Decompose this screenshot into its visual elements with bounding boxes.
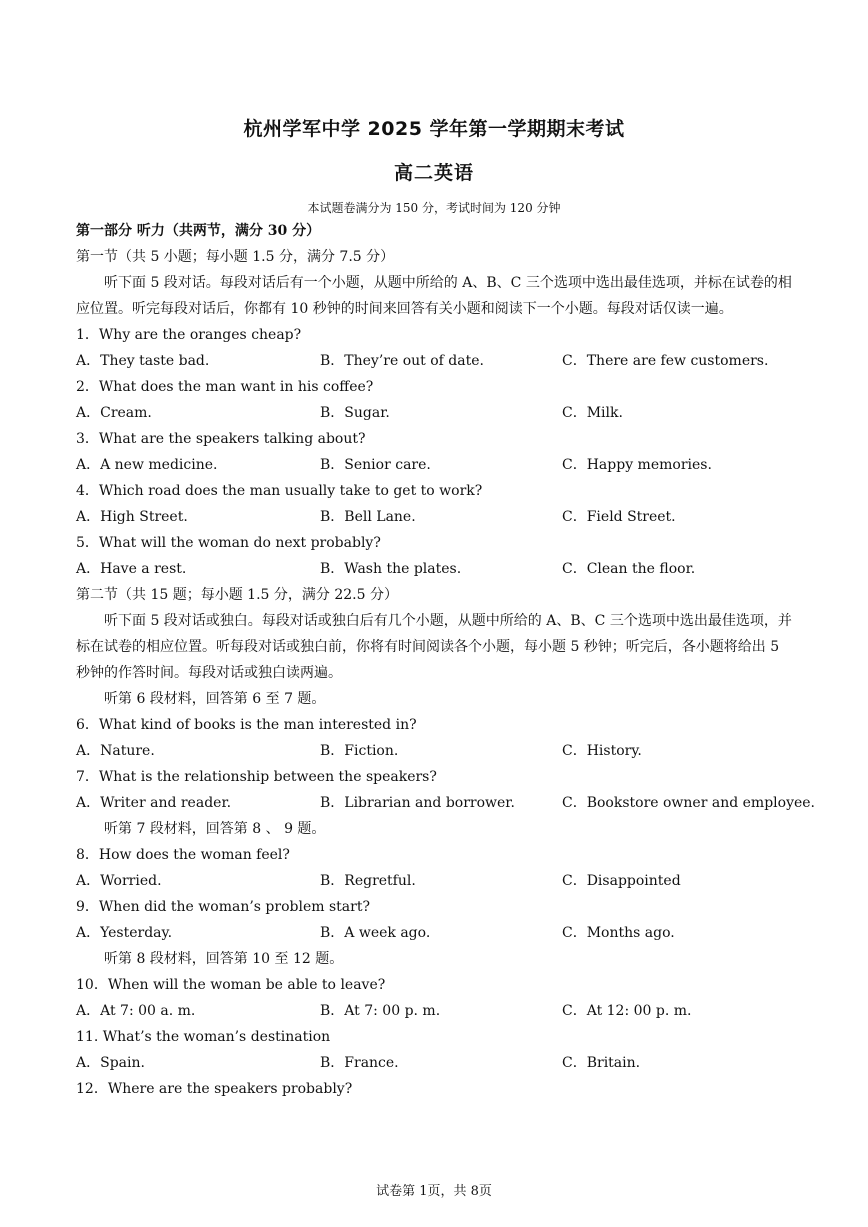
option-b: B．A week ago. [320,925,431,941]
option-c: C．History. [562,743,642,759]
option-b: B．They’re out of date. [320,353,484,369]
question-stem: 8．How does the woman feel? [76,847,290,863]
option-b: B．Wash the plates. [320,561,462,577]
question-stem: 5．What will the woman do next probably? [76,535,381,551]
question-options [76,504,796,530]
exam-note: 本试题卷满分为 150 分，考试时间为 120 分钟 [307,201,561,215]
option-a: A．At 7: 00 a. m. [76,1003,196,1019]
option-c: C．Months ago. [562,925,675,941]
part1-title: 第一部分 听力（共两节，满分 30 分） [76,223,321,239]
option-b: B．France. [320,1055,399,1071]
section1-title: 第一节（共 5 小题；每小题 1.5 分，满分 7.5 分） [76,249,395,265]
question-options [76,400,796,426]
option-a: A．Worried. [76,873,162,889]
option-b: B．Bell Lane. [320,509,416,525]
option-c: C．Disappointed [562,873,681,889]
section1-instructions: 听下面 5 段对话。每段对话后有一个小题，从题中所给的 A、B、C 三个选项中选出最佳选项，并标在试卷的相应位置。听完每段对话后，你都有 10 秒钟的时间来回答有关小题和阅读下一个小题。每段对话仅读一遍。 [76,275,792,317]
option-a: A．High Street. [76,509,188,525]
option-c: C．At 12: 00 p. m. [562,1003,692,1019]
option-c: C．Britain. [562,1055,641,1071]
question-options [76,998,796,1024]
question-stem: 11. What’s the woman’s destination [76,1029,331,1045]
listening-hint: 听第 8 段材料，回答第 10 至 12 题。 [104,951,344,967]
question-stem: 2．What does the man want in his coffee? [76,379,374,395]
option-a: A．Cream. [76,405,152,421]
question-options [76,868,796,894]
question-stem: 9．When did the woman’s problem start? [76,899,370,915]
question-stem: 6．What kind of books is the man interested in? [76,717,417,733]
question-stem: 4．Which road does the man usually take to get to work? [76,483,483,499]
option-b: B．At 7: 00 p. m. [320,1003,441,1019]
question-stem: 10．When will the woman be able to leave? [76,977,386,993]
option-a: A．A new medicine. [76,457,218,473]
question-stem: 7．What is the relationship between the speakers? [76,769,437,785]
listening-part [76,218,815,1102]
question-options [76,1050,796,1076]
option-c: C．Clean the floor. [562,561,696,577]
question-options [76,556,796,582]
question-stem: 12．Where are the speakers probably? [76,1081,353,1097]
page-footer: 试卷第 1页，共 8页 [376,1184,492,1199]
option-b: B．Sugar. [320,405,390,421]
option-b: B．Regretful. [320,873,416,889]
listening-hint: 听第 7 段材料，回答第 8 、 9 题。 [104,821,326,837]
exam-subject: 高二英语 [393,162,474,184]
question-stem: 3．What are the speakers talking about? [76,431,366,447]
option-c: C．Field Street. [562,509,676,525]
option-a: A．Nature. [76,743,155,759]
option-c: C．There are few customers. [562,353,769,369]
option-b: B．Senior care. [320,457,431,473]
question-options [76,452,796,478]
section2-title: 第二节（共 15 题；每小题 1.5 分，满分 22.5 分） [76,587,398,603]
option-c: C．Bookstore owner and employee. [562,795,815,811]
section2-instructions: 听下面 5 段对话或独白。每段对话或独白后有几个小题，从题中所给的 A、B、C 三个选项中选出最佳选项，并标在试卷的相应位置。听每段对话或独白前，你将有时间阅读各个小题，每小题 5 秒钟；听完后，各小题将给出 5 秒钟的作答时间。每段对话或独白读两遍。 [76,613,792,681]
listening-hint: 听第 6 段材料，回答第 6 至 7 题。 [104,691,326,707]
option-b: B．Fiction. [320,743,399,759]
option-a: A．Have a rest. [76,561,187,577]
exam-title: 杭州学军中学 2025 学年第一学期期末考试 [243,118,625,140]
question-options [76,348,796,374]
question-options [76,920,796,946]
option-c: C．Milk. [562,405,623,421]
option-a: A．They taste bad. [76,353,210,369]
option-c: C．Happy memories. [562,457,712,473]
option-a: A．Spain. [76,1055,145,1071]
option-b: B．Librarian and borrower. [320,795,515,811]
option-a: A．Writer and reader. [76,795,232,811]
option-a: A．Yesterday. [76,925,173,941]
question-options [76,738,796,764]
question-options [76,790,815,816]
question-stem: 1．Why are the oranges cheap? [76,327,302,343]
